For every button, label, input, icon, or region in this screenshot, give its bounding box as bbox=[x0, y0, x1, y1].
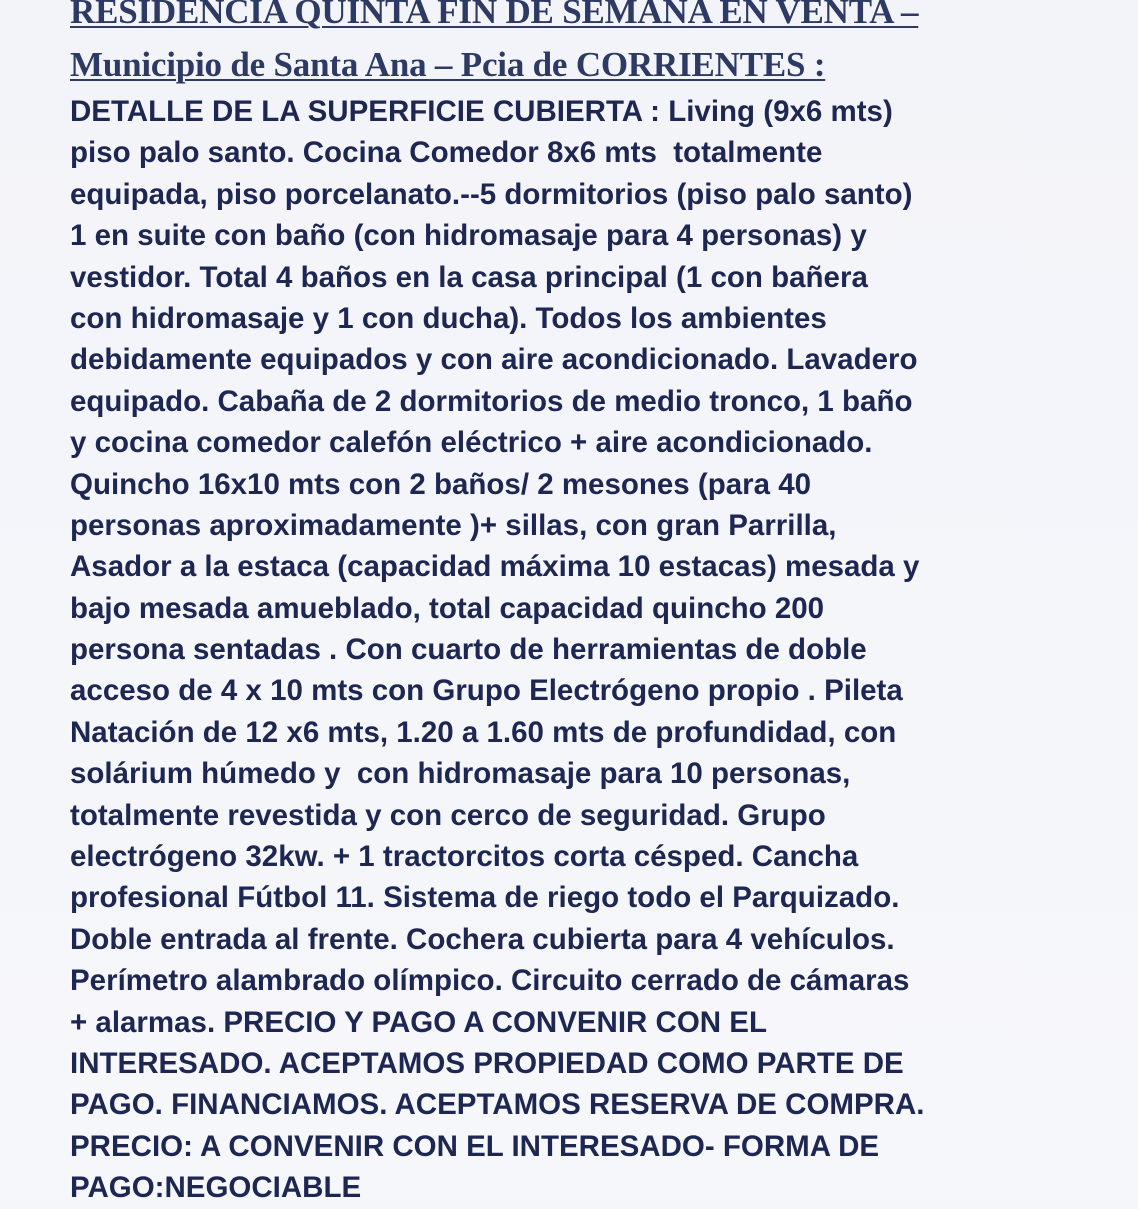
description-line: + alarmas. PRECIO Y PAGO A CONVENIR CON EL bbox=[70, 1005, 767, 1039]
description-line: PAGO. FINANCIAMOS. ACEPTAMOS RESERVA DE COMPRA. bbox=[70, 1088, 925, 1122]
description-line: PRECIO: A CONVENIR CON EL INTERESADO- FORMA DE bbox=[70, 1129, 880, 1163]
description-line: Quincho 16x10 mts con 2 baños/ 2 mesones (para 40 bbox=[70, 467, 812, 501]
description-line: totalmente revestida y con cerco de seguridad. Grupo bbox=[70, 798, 826, 832]
description-line: solárium húmedo y con hidromasaje para 10 personas, bbox=[70, 757, 851, 791]
title-line-2: Municipio de Santa Ana – Pcia de CORRIENTES : bbox=[70, 45, 826, 84]
description-line: y cocina comedor calefón eléctrico + aire acondicionado. bbox=[70, 426, 873, 460]
description-body bbox=[70, 91, 1130, 1209]
description-line: equipado. Cabaña de 2 dormitorios de medio tronco, 1 baño bbox=[70, 384, 913, 418]
description-line: electrógeno 32kw. + 1 tractorcitos corta césped. Cancha bbox=[70, 840, 859, 874]
description-line: personas aproximadamente )+ sillas, con gran Parrilla, bbox=[70, 508, 837, 542]
description-line: Doble entrada al frente. Cochera cubierta para 4 vehículos. bbox=[70, 922, 895, 956]
description-line: piso palo santo. Cocina Comedor 8x6 mts totalmente bbox=[70, 136, 823, 170]
description-line: Natación de 12 x6 mts, 1.20 a 1.60 mts de profundidad, con bbox=[70, 715, 897, 749]
description-line: vestidor. Total 4 baños en la casa principal (1 con bañera bbox=[70, 260, 868, 294]
description-line: Asador a la estaca (capacidad máxima 10 estacas) mesada y bbox=[70, 550, 920, 584]
description-line: debidamente equipados y con aire acondicionado. Lavadero bbox=[70, 343, 918, 377]
description-line: bajo mesada amueblado, total capacidad quincho 200 bbox=[70, 591, 825, 625]
description-line: equipada, piso porcelanato.--5 dormitorios (piso palo santo) bbox=[70, 177, 913, 211]
description-line: DETALLE DE LA SUPERFICIE CUBIERTA : Living (9x6 mts) bbox=[70, 95, 893, 128]
description-line: profesional Fútbol 11. Sistema de riego todo el Parquizado. bbox=[70, 881, 900, 915]
description-line: PAGO:NEGOCIABLE bbox=[70, 1171, 362, 1205]
description-line: INTERESADO. ACEPTAMOS PROPIEDAD COMO PARTE DE bbox=[70, 1046, 904, 1080]
description-line: persona sentadas . Con cuarto de herramientas de doble bbox=[70, 633, 867, 667]
title-line-1: RESIDENCIA QUINTA FIN DE SEMANA EN VENTA – bbox=[70, 0, 919, 31]
description-line: 1 en suite con baño (con hidromasaje para 4 personas) y bbox=[70, 219, 867, 253]
description-line: Perímetro alambrado olímpico. Circuito cerrado de cámaras bbox=[70, 964, 910, 998]
description-line: acceso de 4 x 10 mts con Grupo Electrógeno propio . Pileta bbox=[70, 674, 903, 708]
description-line: con hidromasaje y 1 con ducha). Todos los ambientes bbox=[70, 301, 827, 335]
